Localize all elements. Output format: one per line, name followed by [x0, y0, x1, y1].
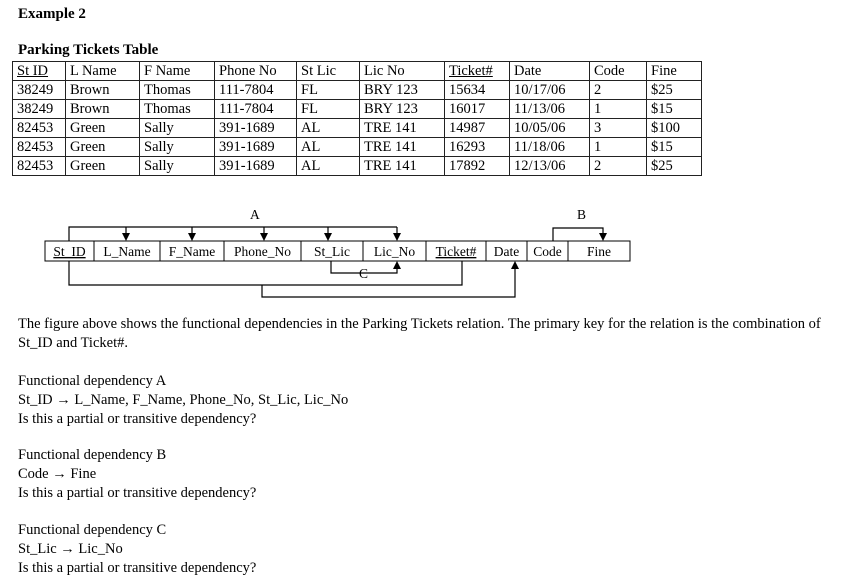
column-header: St Lic — [297, 62, 360, 81]
attribute-label: Code — [533, 244, 562, 259]
dependency-rule: Code → Fine — [18, 466, 97, 482]
table-cell: 17892 — [445, 157, 510, 176]
table-row — [13, 119, 702, 138]
column-header: St ID — [13, 62, 66, 81]
column-header: Lic No — [360, 62, 445, 81]
column-header: F Name — [140, 62, 215, 81]
dependency-title: Functional dependency C — [18, 522, 167, 538]
table-header-row — [13, 62, 702, 81]
attribute-label: Lic_No — [373, 244, 416, 259]
table-cell: 16293 — [445, 138, 510, 157]
column-header: Fine — [647, 62, 702, 81]
table-cell: 38249 — [13, 81, 66, 100]
column-header: Date — [510, 62, 590, 81]
table-cell: 14987 — [445, 119, 510, 138]
table-cell: 1 — [590, 138, 647, 157]
attribute-label: Fine — [586, 244, 612, 259]
table-cell: 82453 — [13, 138, 66, 157]
table-cell: $100 — [647, 119, 702, 138]
dependency-rule: St_ID → L_Name, F_Name, Phone_No, St_Lic, Lic_No — [18, 392, 349, 408]
table-cell: AL — [297, 119, 360, 138]
table-cell: $15 — [647, 100, 702, 119]
table-cell: Green — [66, 157, 140, 176]
heading: Example 2 — [18, 6, 86, 22]
table-cell: Sally — [140, 157, 215, 176]
table-cell: $25 — [647, 157, 702, 176]
table-cell: AL — [297, 138, 360, 157]
table-cell: $25 — [647, 81, 702, 100]
attribute-label: Date — [493, 244, 520, 259]
table-row — [13, 157, 702, 176]
column-header: Ticket# — [445, 62, 510, 81]
attribute-label: Phone_No — [234, 244, 291, 259]
table-cell: 391-1689 — [215, 138, 297, 157]
column-header: L Name — [66, 62, 140, 81]
dependency-question: Is this a partial or transitive dependency? — [18, 485, 257, 501]
label-b: B — [577, 207, 587, 222]
table-cell: Brown — [66, 81, 140, 100]
dependency-title: Functional dependency A — [18, 373, 167, 389]
attribute-label: St_Lic — [314, 244, 350, 259]
table-cell: 10/17/06 — [510, 81, 590, 100]
table-cell: Green — [66, 119, 140, 138]
table-cell: 2 — [590, 81, 647, 100]
table-cell: 11/18/06 — [510, 138, 590, 157]
table-cell: Thomas — [140, 100, 215, 119]
table-cell: Green — [66, 138, 140, 157]
dependency-title: Functional dependency B — [18, 447, 167, 463]
table-cell: FL — [297, 81, 360, 100]
table-row — [13, 138, 702, 157]
table-cell: 16017 — [445, 100, 510, 119]
attribute-label: Ticket# — [435, 244, 477, 259]
table-cell: 111-7804 — [215, 100, 297, 119]
label-a: A — [250, 207, 260, 222]
table-cell: 111-7804 — [215, 81, 297, 100]
table-cell: AL — [297, 157, 360, 176]
attribute-label: F_Name — [168, 244, 216, 259]
table-cell: 12/13/06 — [510, 157, 590, 176]
table-row — [13, 81, 702, 100]
table-cell: BRY 123 — [360, 81, 445, 100]
dependency-question: Is this a partial or transitive dependency? — [18, 560, 257, 576]
table-cell: $15 — [647, 138, 702, 157]
table-cell: TRE 141 — [360, 119, 445, 138]
table-cell: Sally — [140, 138, 215, 157]
table-cell: BRY 123 — [360, 100, 445, 119]
table-cell: TRE 141 — [360, 157, 445, 176]
table-cell: 38249 — [13, 100, 66, 119]
table-cell: 3 — [590, 119, 647, 138]
attribute-label: L_Name — [103, 244, 151, 259]
table-cell: Sally — [140, 119, 215, 138]
table-cell: 11/13/06 — [510, 100, 590, 119]
table-cell: 10/05/06 — [510, 119, 590, 138]
table-cell: TRE 141 — [360, 138, 445, 157]
label-c: C — [359, 266, 369, 281]
table-cell: Brown — [66, 100, 140, 119]
table-cell: Thomas — [140, 81, 215, 100]
table-cell: 15634 — [445, 81, 510, 100]
parking-tickets-table — [12, 61, 702, 176]
table-cell: 391-1689 — [215, 119, 297, 138]
attribute-label: St_ID — [53, 244, 86, 259]
dependency-question: Is this a partial or transitive dependency? — [18, 411, 257, 427]
dependency-diagram — [0, 200, 700, 310]
table-cell: 82453 — [13, 157, 66, 176]
table-cell: 82453 — [13, 119, 66, 138]
table-cell: 1 — [590, 100, 647, 119]
table-cell: 2 — [590, 157, 647, 176]
column-header: Code — [590, 62, 647, 81]
description-paragraph: The figure above shows the functional dependencies in the Parking Tickets relation. The primary key for the relation is the combination of St_ID and Ticket#. — [18, 316, 821, 351]
table-cell: FL — [297, 100, 360, 119]
column-header: Phone No — [215, 62, 297, 81]
dependency-rule: St_Lic → Lic_No — [18, 541, 123, 557]
table-title: Parking Tickets Table — [18, 42, 159, 58]
table-cell: 391-1689 — [215, 157, 297, 176]
dependency-lines — [69, 227, 603, 297]
table-row — [13, 100, 702, 119]
